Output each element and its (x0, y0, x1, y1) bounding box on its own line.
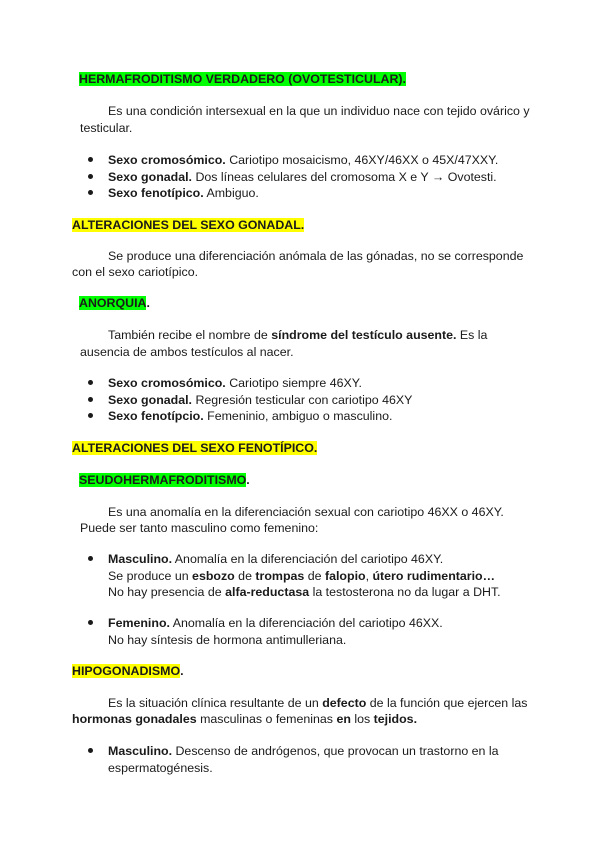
list-item: Masculino. Anomalía en la diferenciación del cariotipo 46XY. (88, 551, 501, 568)
paragraph-line: Puede ser tanto masculino como femenino: (80, 521, 319, 535)
heading-hipogonadismo: HIPOGONADISMO. (72, 664, 184, 678)
list-item-continuation: No hay presencia de alfa-reductasa la testosterona no da lugar a DHT. (108, 585, 501, 600)
bullet-list-hipogonadismo (88, 743, 499, 776)
bullet-icon (88, 620, 93, 625)
paragraph-line: Es la situación clínica resultante de un defecto de la función que ejercen las (108, 696, 528, 710)
list-item: Masculino. Descenso de andrógenos, que provocan un trastorno en la (88, 743, 499, 760)
bullet-list-anorquia (88, 375, 412, 425)
list-item-continuation: No hay síntesis de hormona antimulleriana. (108, 632, 347, 647)
bullet-list-seudo-masculino (88, 551, 501, 601)
bullet-icon (88, 413, 93, 418)
paragraph-line: ausencia de ambos testículos al nacer. (80, 345, 294, 359)
list-item: Sexo gonadal. Dos líneas celulares del cromosoma X e Y → Ovotesti. (88, 169, 498, 186)
paragraph-line: Es una condición intersexual en la que un individuo nace con tejido ovárico y (108, 104, 530, 118)
list-item-continuation: Se produce un esbozo de trompas de falopio, útero rudimentario… (108, 568, 496, 583)
paragraph-line: Se produce una diferenciación anómala de las gónadas, no se corresponde (108, 249, 524, 263)
paragraph-line: testicular. (80, 121, 133, 135)
heading-seudohermafroditismo: SEUDOHERMAFRODITISMO. (79, 473, 250, 487)
list-item: Sexo fenotípico. Ambiguo. (88, 185, 498, 202)
list-item: Femenino. Anomalía en la diferenciación del cariotipo 46XX. (88, 615, 443, 632)
bullet-icon (88, 190, 93, 195)
heading-sexo-fenotipico: ALTERACIONES DEL SEXO FENOTÍPICO. (72, 441, 318, 455)
bullet-icon (88, 380, 93, 385)
bullet-icon (88, 174, 93, 179)
bullet-icon (88, 556, 93, 561)
list-item: Sexo fenotípcio. Femeninio, ambiguo o masculino. (88, 408, 412, 425)
bullet-icon (88, 397, 93, 402)
heading-anorquia: ANORQUIA. (79, 296, 150, 310)
bullet-list-hermafroditismo (88, 152, 498, 202)
list-item: Sexo gonadal. Regresión testicular con cariotipo 46XY (88, 392, 412, 409)
heading-sexo-gonadal: ALTERACIONES DEL SEXO GONADAL. (72, 218, 305, 232)
heading-hermafroditismo: HERMAFRODITISMO VERDADERO (OVOTESTICULAR). (79, 72, 406, 86)
paragraph-line: También recibe el nombre de síndrome del testículo ausente. Es la (108, 328, 488, 342)
list-item-continuation: espermatogénesis. (108, 760, 213, 775)
paragraph-line: Es una anomalía en la diferenciación sexual con cariotipo 46XX o 46XY. (108, 505, 504, 519)
list-item: Sexo cromosómico. Cariotipo mosaicismo, 46XY/46XX o 45X/47XXY. (88, 152, 498, 169)
paragraph-line: hormonas gonadales masculinas o femeninas en los tejidos. (72, 712, 418, 726)
list-item: Sexo cromosómico. Cariotipo siempre 46XY. (88, 375, 412, 392)
bullet-list-seudo-femenino (88, 615, 443, 648)
bullet-icon (88, 748, 93, 753)
bullet-icon (88, 157, 93, 162)
paragraph-line: con el sexo cariotípico. (72, 265, 199, 279)
